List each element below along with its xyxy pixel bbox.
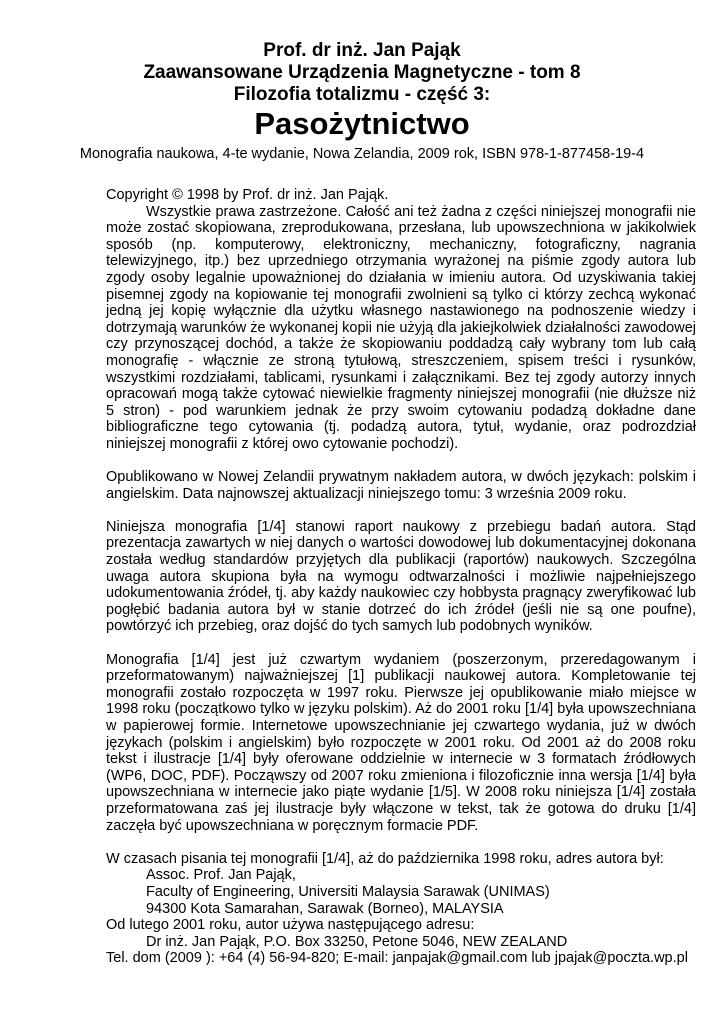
copyright-text: Wszystkie prawa zastrzeżone. Całość ani też żadna z części niniejszej monografii nie może zostać skopiowana, zreprodukowana, przesłana, lub upowszechniona w jakikolwiek sposób (np. komputerowy, elektroniczny, mechaniczny, fotograficzny, nagrania telewizyjnego, itp.) bez uprzedniego otrzymania wyrażonej na piśmie zgody autora lub zgody osoby legalnie upoważnionej do działania w imieniu autora. Od uzyskiwania takiej pisemnej zgody na kopiowanie tej monografii zwolnieni są tylko ci którzy zechcą wykonać jedną jej kopię wyłącznie dla użytku własnego nastawionego na podnoszenie wiedzy i dotrzymają warunków że wykonanej kopii nie użyją dla jakiejkolwiek działalności zawodowej czy przynoszącej dochód, a także że skopiowaniu poddadzą cały wybrany tom lub całą monografię - włącznie ze stroną tytułową, streszczeniem, spisem treści i rysunków, wszystkimi rozdziałami, tablicami, rysunkami i załącznikami. Bez tej zgody autorzy innych opracowań mogą także cytować niewielkie fragmenty niniejszej monografii (nie dłuższe niż 5 stron) - pod warunkiem jednak że przy swoim cytowaniu podadzą dokładne dane bibliograficzne tego cytowania (tj. podadzą autora, tytuł, wydanie, oraz podrozdział niniejszej monografii z której owo cytowanie pochodzi). — [106, 203, 696, 452]
copyright-line: Copyright © 1998 by Prof. dr inż. Jan Pająk. — [106, 187, 389, 203]
monograph-info: Monografia naukowa, 4-te wydanie, Nowa Zelandia, 2009 rok, ISBN 978-1-877458-19-4 — [79, 146, 645, 162]
old-address-line: Assoc. Prof. Jan Pająk, — [146, 867, 296, 884]
publication-paragraph: Opublikowano w Nowej Zelandii prywatnym nakładem autora, w dwóch językach: polskim i angielskim. Data najnowszej aktualizacji niniejszego tomu: 3 września 2009 roku. — [106, 469, 696, 502]
old-address-line: Faculty of Engineering, Universiti Malaysia Sarawak (UNIMAS) — [146, 883, 550, 900]
old-address-line: 94300 Kota Samarahan, Sarawak (Borneo), MALAYSIA — [146, 900, 504, 917]
history-paragraph: Monografia [1/4] jest już czwartym wydaniem (poszerzonym, przeredagowanym i przeformatowanym) najważniejszej [1] publikacji naukowej autora. Kompletowanie tej monografii zostało rozpoczęta w 1997 roku. Pierwsze jej opublikowanie miało miejsce w 1998 roku (początkowo tylko w języku polskim). Aż do 2001 roku [1/4] była upowszechniana w papierowej formie. Internetowe upowszechnianie jej czwartego wydania, już w dwóch językach (polskim i angielskim) było rozpoczęte w 2001 roku. Od 2001 aż do 2008 roku tekst i ilustracje [1/4] były oferowane oddzielnie w internecie w 3 formatach źródłowych (WP6, DOC, PDF). Począwszy od 2007 roku zmieniona i filozoficznie inna wersja [1/4] była upowszechniana w internecie jako piąte wydanie [1/5]. W 2008 roku niniejsza [1/4] została przeformatowana zaś jej ilustracje były włączone w tekst, tak że gotowa do druku [1/4] zaczęła być upowszechniana w poręcznym formacie PDF. — [106, 651, 696, 834]
new-address-line: Dr inż. Jan Pająk, P.O. Box 33250, Petone 5046, NEW ZEALAND — [146, 933, 568, 950]
contact-line: Tel. dom (2009 ): +64 (4) 56-94-820; E-mail: janpajak@gmail.com lub jpajak@poczta.wp.pl — [106, 950, 688, 967]
main-title: Pasożytnictwo — [254, 106, 470, 141]
report-paragraph: Niniejsza monografia [1/4] stanowi raport naukowy z przebiegu badań autora. Stąd prezentacja zawartych w niej danych o wartości dowodowej lub dokumentacyjnej dokonana została według standardów przyjętych dla publikacji (raportów) naukowych. Szczególna uwaga autora skupiona była na wymogu odtwarzalności i możliwie najpełniejszego udokumentowania źródeł, tj. aby każdy naukowiec czy hobbysta pragnący zweryfikować lub pogłębić badania autora był w stanie dotrzeć do ich źródeł (jeśli nie są one poufne), powtórzyć ich przebieg, oraz dojść do tych samych lub podobnych wyników. — [106, 518, 696, 635]
address-intro: W czasach pisania tej monografii [1/4], aż do października 1998 roku, adres autora był: — [106, 850, 664, 867]
series-title: Zaawansowane Urządzenia Magnetyczne - tom 8 — [143, 62, 581, 83]
subtitle: Filozofia totalizmu - część 3: — [233, 84, 491, 105]
author-name: Prof. dr inż. Jan Pająk — [263, 40, 461, 61]
title-block — [0, 40, 724, 163]
address-since: Od lutego 2001 roku, autor używa następującego adresu: — [106, 917, 475, 934]
document-body — [106, 187, 696, 967]
